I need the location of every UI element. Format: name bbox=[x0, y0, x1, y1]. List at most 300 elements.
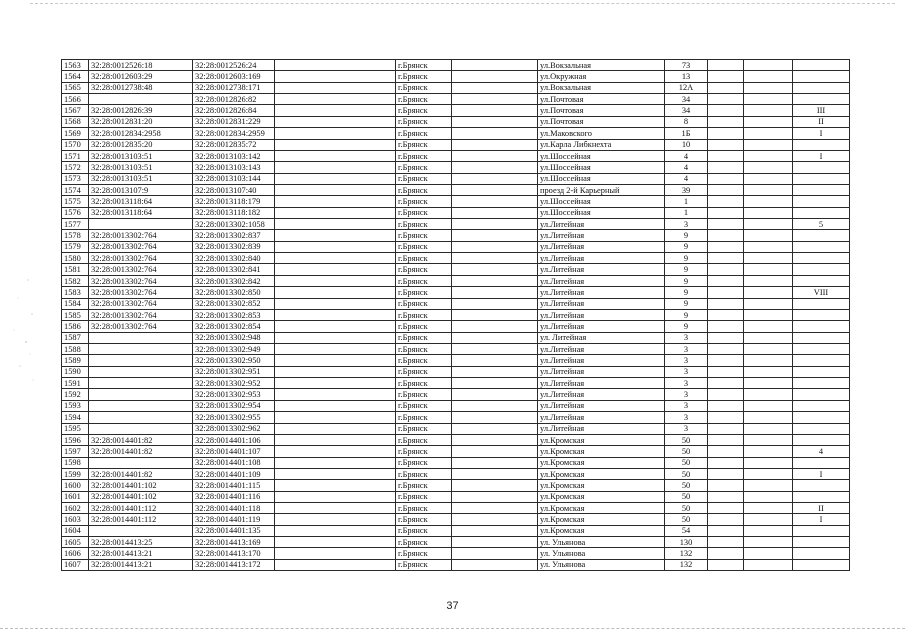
cell-city: г.Брянск bbox=[396, 71, 452, 82]
cell-city: г.Брянск bbox=[396, 162, 452, 173]
cell-row-number: 1578 bbox=[62, 230, 89, 241]
cell-object-cadastral-number: 32:28:0013302:952 bbox=[193, 378, 275, 389]
cell-blank-col-10 bbox=[744, 116, 793, 127]
cell-mark bbox=[793, 184, 850, 195]
cell-blank-col-4 bbox=[275, 480, 396, 491]
cell-blank-col-4 bbox=[275, 400, 396, 411]
cell-mark bbox=[793, 412, 850, 423]
cell-row-number: 1577 bbox=[62, 219, 89, 230]
cell-row-number: 1579 bbox=[62, 241, 89, 252]
cell-row-number: 1598 bbox=[62, 457, 89, 468]
cell-object-cadastral-number: 32:28:0013103:143 bbox=[193, 162, 275, 173]
cell-parcel-cadastral-number: 32:28:0013302:764 bbox=[89, 230, 193, 241]
cell-row-number: 1606 bbox=[62, 548, 89, 559]
cell-blank-col-4 bbox=[275, 446, 396, 457]
cell-object-cadastral-number: 32:28:0012738:171 bbox=[193, 82, 275, 93]
cell-blank-col-4 bbox=[275, 366, 396, 377]
cell-blank-col-6 bbox=[452, 412, 538, 423]
cell-object-cadastral-number: 32:28:0014401:116 bbox=[193, 491, 275, 502]
cell-row-number: 1566 bbox=[62, 94, 89, 105]
cell-row-number: 1588 bbox=[62, 343, 89, 354]
cell-house-number: 9 bbox=[665, 287, 708, 298]
cell-street: ул. Литейная bbox=[538, 332, 665, 343]
cell-street: ул.Литейная bbox=[538, 400, 665, 411]
cell-blank-col-9 bbox=[708, 162, 744, 173]
cell-mark bbox=[793, 309, 850, 320]
cell-city: г.Брянск bbox=[396, 503, 452, 514]
cell-street: ул.Почтовая bbox=[538, 105, 665, 116]
cell-mark: 4 bbox=[793, 446, 850, 457]
cell-city: г.Брянск bbox=[396, 400, 452, 411]
cell-city: г.Брянск bbox=[396, 446, 452, 457]
cell-house-number: 9 bbox=[665, 230, 708, 241]
cell-house-number: 50 bbox=[665, 503, 708, 514]
cell-blank-col-10 bbox=[744, 275, 793, 286]
cell-street: ул.Почтовая bbox=[538, 94, 665, 105]
cell-blank-col-9 bbox=[708, 514, 744, 525]
cell-object-cadastral-number: 32:28:0013302:840 bbox=[193, 253, 275, 264]
cell-blank-col-6 bbox=[452, 94, 538, 105]
cell-blank-col-10 bbox=[744, 82, 793, 93]
cell-row-number: 1572 bbox=[62, 162, 89, 173]
cell-blank-col-4 bbox=[275, 468, 396, 479]
cell-blank-col-6 bbox=[452, 207, 538, 218]
cell-object-cadastral-number: 32:28:0012826:84 bbox=[193, 105, 275, 116]
cell-blank-col-10 bbox=[744, 71, 793, 82]
cell-city: г.Брянск bbox=[396, 150, 452, 161]
cell-house-number: 9 bbox=[665, 309, 708, 320]
cell-blank-col-6 bbox=[452, 150, 538, 161]
cell-object-cadastral-number: 32:28:0014401:118 bbox=[193, 503, 275, 514]
cell-object-cadastral-number: 32:28:0012831:229 bbox=[193, 116, 275, 127]
cell-parcel-cadastral-number: 32:28:0014401:82 bbox=[89, 446, 193, 457]
cell-blank-col-10 bbox=[744, 423, 793, 434]
table-row bbox=[62, 457, 850, 468]
cell-object-cadastral-number: 32:28:0012835:72 bbox=[193, 139, 275, 150]
cell-blank-col-6 bbox=[452, 264, 538, 275]
cell-blank-col-4 bbox=[275, 150, 396, 161]
cell-row-number: 1569 bbox=[62, 128, 89, 139]
cell-city: г.Брянск bbox=[396, 525, 452, 536]
cell-street: ул.Кромская bbox=[538, 514, 665, 525]
cell-object-cadastral-number: 32:28:0013103:144 bbox=[193, 173, 275, 184]
cell-blank-col-10 bbox=[744, 162, 793, 173]
cell-blank-col-6 bbox=[452, 355, 538, 366]
cell-city: г.Брянск bbox=[396, 105, 452, 116]
cell-blank-col-6 bbox=[452, 423, 538, 434]
cell-parcel-cadastral-number: 32:28:0013302:764 bbox=[89, 275, 193, 286]
table-row bbox=[62, 423, 850, 434]
cell-parcel-cadastral-number: 32:28:0014413:21 bbox=[89, 559, 193, 570]
cell-parcel-cadastral-number: 32:28:0014413:25 bbox=[89, 537, 193, 548]
cell-blank-col-4 bbox=[275, 196, 396, 207]
cell-blank-col-9 bbox=[708, 343, 744, 354]
cell-city: г.Брянск bbox=[396, 128, 452, 139]
cell-blank-col-10 bbox=[744, 378, 793, 389]
cell-blank-col-9 bbox=[708, 503, 744, 514]
cell-row-number: 1580 bbox=[62, 253, 89, 264]
cell-parcel-cadastral-number bbox=[89, 412, 193, 423]
cell-mark: I bbox=[793, 150, 850, 161]
cell-object-cadastral-number: 32:28:0013302:839 bbox=[193, 241, 275, 252]
cell-city: г.Брянск bbox=[396, 491, 452, 502]
cell-street: ул. Ульянова bbox=[538, 559, 665, 570]
cell-house-number: 12А bbox=[665, 82, 708, 93]
cell-blank-col-10 bbox=[744, 321, 793, 332]
cell-house-number: 50 bbox=[665, 446, 708, 457]
cell-blank-col-9 bbox=[708, 332, 744, 343]
cell-street: ул.Литейная bbox=[538, 389, 665, 400]
cell-city: г.Брянск bbox=[396, 184, 452, 195]
cell-object-cadastral-number: 32:28:0014413:169 bbox=[193, 537, 275, 548]
cell-blank-col-9 bbox=[708, 241, 744, 252]
cell-blank-col-10 bbox=[744, 525, 793, 536]
cell-house-number: 50 bbox=[665, 457, 708, 468]
cell-parcel-cadastral-number: 32:28:0012826:39 bbox=[89, 105, 193, 116]
cell-parcel-cadastral-number bbox=[89, 94, 193, 105]
cell-blank-col-10 bbox=[744, 264, 793, 275]
table-row bbox=[62, 298, 850, 309]
cell-blank-col-6 bbox=[452, 446, 538, 457]
cell-house-number: 9 bbox=[665, 321, 708, 332]
cell-blank-col-9 bbox=[708, 219, 744, 230]
cell-row-number: 1568 bbox=[62, 116, 89, 127]
cell-blank-col-6 bbox=[452, 105, 538, 116]
cell-street: ул.Маковского bbox=[538, 128, 665, 139]
table-row bbox=[62, 207, 850, 218]
cell-house-number: 39 bbox=[665, 184, 708, 195]
cell-blank-col-4 bbox=[275, 71, 396, 82]
cell-mark bbox=[793, 298, 850, 309]
cell-blank-col-10 bbox=[744, 503, 793, 514]
cell-blank-col-4 bbox=[275, 207, 396, 218]
cell-house-number: 9 bbox=[665, 298, 708, 309]
cell-house-number: 3 bbox=[665, 219, 708, 230]
cell-blank-col-10 bbox=[744, 150, 793, 161]
cell-blank-col-6 bbox=[452, 298, 538, 309]
table-row bbox=[62, 196, 850, 207]
cell-row-number: 1571 bbox=[62, 150, 89, 161]
cell-parcel-cadastral-number bbox=[89, 355, 193, 366]
table-row bbox=[62, 116, 850, 127]
cell-blank-col-10 bbox=[744, 219, 793, 230]
table-row bbox=[62, 173, 850, 184]
cell-city: г.Брянск bbox=[396, 412, 452, 423]
cell-blank-col-10 bbox=[744, 230, 793, 241]
cell-row-number: 1570 bbox=[62, 139, 89, 150]
cell-blank-col-9 bbox=[708, 446, 744, 457]
cell-blank-col-9 bbox=[708, 264, 744, 275]
cell-mark bbox=[793, 389, 850, 400]
cell-street: ул.Литейная bbox=[538, 309, 665, 320]
cell-row-number: 1596 bbox=[62, 434, 89, 445]
table-row bbox=[62, 525, 850, 536]
cell-blank-col-10 bbox=[744, 434, 793, 445]
cell-blank-col-6 bbox=[452, 162, 538, 173]
cell-house-number: 130 bbox=[665, 537, 708, 548]
cell-mark bbox=[793, 241, 850, 252]
cell-street: ул.Кромская bbox=[538, 491, 665, 502]
cell-blank-col-9 bbox=[708, 60, 744, 71]
cell-street: ул.Кромская bbox=[538, 503, 665, 514]
cell-row-number: 1567 bbox=[62, 105, 89, 116]
cell-house-number: 9 bbox=[665, 275, 708, 286]
cell-blank-col-4 bbox=[275, 321, 396, 332]
cell-row-number: 1563 bbox=[62, 60, 89, 71]
cell-blank-col-4 bbox=[275, 264, 396, 275]
cell-blank-col-10 bbox=[744, 173, 793, 184]
cell-row-number: 1601 bbox=[62, 491, 89, 502]
cell-blank-col-4 bbox=[275, 355, 396, 366]
cell-mark bbox=[793, 525, 850, 536]
cell-blank-col-4 bbox=[275, 412, 396, 423]
cell-row-number: 1575 bbox=[62, 196, 89, 207]
cell-blank-col-6 bbox=[452, 389, 538, 400]
cell-city: г.Брянск bbox=[396, 173, 452, 184]
cell-blank-col-6 bbox=[452, 196, 538, 207]
cell-row-number: 1576 bbox=[62, 207, 89, 218]
cell-object-cadastral-number: 32:28:0013302:954 bbox=[193, 400, 275, 411]
cell-blank-col-4 bbox=[275, 105, 396, 116]
cell-mark bbox=[793, 537, 850, 548]
table-row bbox=[62, 128, 850, 139]
cell-mark bbox=[793, 253, 850, 264]
cell-mark bbox=[793, 457, 850, 468]
cell-object-cadastral-number: 32:28:0013302:850 bbox=[193, 287, 275, 298]
cell-house-number: 4 bbox=[665, 173, 708, 184]
cell-blank-col-6 bbox=[452, 139, 538, 150]
cell-house-number: 3 bbox=[665, 389, 708, 400]
cell-house-number: 73 bbox=[665, 60, 708, 71]
cell-object-cadastral-number: 32:28:0013302:950 bbox=[193, 355, 275, 366]
cell-house-number: 50 bbox=[665, 468, 708, 479]
cell-blank-col-4 bbox=[275, 525, 396, 536]
cell-blank-col-10 bbox=[744, 94, 793, 105]
cell-house-number: 50 bbox=[665, 514, 708, 525]
cell-blank-col-9 bbox=[708, 537, 744, 548]
cell-blank-col-10 bbox=[744, 366, 793, 377]
cell-blank-col-6 bbox=[452, 253, 538, 264]
cell-parcel-cadastral-number bbox=[89, 400, 193, 411]
cell-blank-col-6 bbox=[452, 219, 538, 230]
cell-blank-col-10 bbox=[744, 184, 793, 195]
table-row bbox=[62, 503, 850, 514]
cell-parcel-cadastral-number: 32:28:0014401:102 bbox=[89, 491, 193, 502]
cell-house-number: 10 bbox=[665, 139, 708, 150]
cell-parcel-cadastral-number bbox=[89, 423, 193, 434]
cell-house-number: 1 bbox=[665, 196, 708, 207]
cell-parcel-cadastral-number: 32:28:0014401:112 bbox=[89, 503, 193, 514]
cell-object-cadastral-number: 32:28:0013302:953 bbox=[193, 389, 275, 400]
cell-blank-col-9 bbox=[708, 389, 744, 400]
table-row bbox=[62, 219, 850, 230]
cell-mark bbox=[793, 355, 850, 366]
cell-blank-col-10 bbox=[744, 400, 793, 411]
cell-blank-col-4 bbox=[275, 537, 396, 548]
cell-blank-col-4 bbox=[275, 559, 396, 570]
cell-blank-col-9 bbox=[708, 321, 744, 332]
cell-blank-col-9 bbox=[708, 491, 744, 502]
cell-blank-col-10 bbox=[744, 332, 793, 343]
cell-blank-col-4 bbox=[275, 332, 396, 343]
cell-street: ул.Шоссейная bbox=[538, 150, 665, 161]
table-row bbox=[62, 378, 850, 389]
table-row bbox=[62, 343, 850, 354]
table-row bbox=[62, 400, 850, 411]
cell-blank-col-6 bbox=[452, 230, 538, 241]
cell-row-number: 1599 bbox=[62, 468, 89, 479]
cell-blank-col-4 bbox=[275, 457, 396, 468]
cell-blank-col-9 bbox=[708, 525, 744, 536]
cell-house-number: 3 bbox=[665, 355, 708, 366]
cell-blank-col-4 bbox=[275, 60, 396, 71]
table-row bbox=[62, 321, 850, 332]
cell-blank-col-9 bbox=[708, 412, 744, 423]
cell-object-cadastral-number: 32:28:0013302:841 bbox=[193, 264, 275, 275]
cell-street: ул.Кромская bbox=[538, 525, 665, 536]
cell-blank-col-9 bbox=[708, 128, 744, 139]
cell-street: ул. Ульянова bbox=[538, 537, 665, 548]
cell-blank-col-9 bbox=[708, 457, 744, 468]
cell-blank-col-4 bbox=[275, 434, 396, 445]
cell-blank-col-9 bbox=[708, 480, 744, 491]
cell-parcel-cadastral-number: 32:28:0012603:29 bbox=[89, 71, 193, 82]
cell-blank-col-6 bbox=[452, 343, 538, 354]
table-row bbox=[62, 139, 850, 150]
cell-city: г.Брянск bbox=[396, 480, 452, 491]
cell-blank-col-9 bbox=[708, 116, 744, 127]
cell-city: г.Брянск bbox=[396, 275, 452, 286]
cell-city: г.Брянск bbox=[396, 60, 452, 71]
cell-blank-col-10 bbox=[744, 548, 793, 559]
cell-row-number: 1605 bbox=[62, 537, 89, 548]
cell-city: г.Брянск bbox=[396, 537, 452, 548]
cell-mark: 5 bbox=[793, 219, 850, 230]
cell-mark: II bbox=[793, 503, 850, 514]
cell-parcel-cadastral-number: 32:28:0013302:764 bbox=[89, 321, 193, 332]
cell-mark bbox=[793, 548, 850, 559]
cell-street: ул.Почтовая bbox=[538, 116, 665, 127]
cell-blank-col-10 bbox=[744, 355, 793, 366]
table-row bbox=[62, 537, 850, 548]
cell-blank-col-10 bbox=[744, 128, 793, 139]
table-row bbox=[62, 468, 850, 479]
cell-object-cadastral-number: 32:28:0014413:170 bbox=[193, 548, 275, 559]
table-row bbox=[62, 94, 850, 105]
cell-object-cadastral-number: 32:28:0013302:842 bbox=[193, 275, 275, 286]
cell-city: г.Брянск bbox=[396, 287, 452, 298]
table-row bbox=[62, 434, 850, 445]
table-row bbox=[62, 60, 850, 71]
cell-blank-col-6 bbox=[452, 241, 538, 252]
cell-parcel-cadastral-number bbox=[89, 378, 193, 389]
cell-blank-col-4 bbox=[275, 173, 396, 184]
cell-blank-col-10 bbox=[744, 412, 793, 423]
cell-city: г.Брянск bbox=[396, 343, 452, 354]
cell-city: г.Брянск bbox=[396, 321, 452, 332]
cell-blank-col-4 bbox=[275, 503, 396, 514]
cell-house-number: 3 bbox=[665, 412, 708, 423]
cell-blank-col-4 bbox=[275, 241, 396, 252]
cell-city: г.Брянск bbox=[396, 378, 452, 389]
table-row bbox=[62, 184, 850, 195]
cell-city: г.Брянск bbox=[396, 298, 452, 309]
cell-blank-col-4 bbox=[275, 309, 396, 320]
cell-blank-col-4 bbox=[275, 219, 396, 230]
cell-street: ул.Шоссейная bbox=[538, 207, 665, 218]
table-row bbox=[62, 514, 850, 525]
cell-mark bbox=[793, 491, 850, 502]
cell-parcel-cadastral-number: 32:28:0014413:21 bbox=[89, 548, 193, 559]
cell-parcel-cadastral-number bbox=[89, 389, 193, 400]
cell-blank-col-9 bbox=[708, 71, 744, 82]
cell-parcel-cadastral-number: 32:28:0014401:112 bbox=[89, 514, 193, 525]
cell-street: ул.Литейная bbox=[538, 230, 665, 241]
cell-mark: I bbox=[793, 128, 850, 139]
cell-blank-col-9 bbox=[708, 287, 744, 298]
cell-blank-col-6 bbox=[452, 173, 538, 184]
cell-mark: VIII bbox=[793, 287, 850, 298]
cell-blank-col-10 bbox=[744, 298, 793, 309]
cell-street: ул.Литейная bbox=[538, 219, 665, 230]
scan-bottom-edge bbox=[0, 628, 905, 629]
cell-city: г.Брянск bbox=[396, 355, 452, 366]
cell-city: г.Брянск bbox=[396, 389, 452, 400]
cell-blank-col-9 bbox=[708, 105, 744, 116]
cell-house-number: 1Б bbox=[665, 128, 708, 139]
cell-object-cadastral-number: 32:28:0014401:106 bbox=[193, 434, 275, 445]
cell-blank-col-6 bbox=[452, 525, 538, 536]
table-row bbox=[62, 548, 850, 559]
cell-parcel-cadastral-number: 32:28:0013302:764 bbox=[89, 309, 193, 320]
cell-house-number: 3 bbox=[665, 343, 708, 354]
cell-blank-col-4 bbox=[275, 184, 396, 195]
cell-house-number: 132 bbox=[665, 548, 708, 559]
cell-street: ул.Литейная bbox=[538, 423, 665, 434]
cell-blank-col-6 bbox=[452, 434, 538, 445]
cell-object-cadastral-number: 32:28:0014401:119 bbox=[193, 514, 275, 525]
cell-street: ул.Кромская bbox=[538, 457, 665, 468]
cell-blank-col-6 bbox=[452, 378, 538, 389]
cell-mark bbox=[793, 275, 850, 286]
cell-street: ул.Кромская bbox=[538, 434, 665, 445]
cell-street: ул.Шоссейная bbox=[538, 162, 665, 173]
cell-blank-col-9 bbox=[708, 468, 744, 479]
cell-blank-col-9 bbox=[708, 173, 744, 184]
table-row bbox=[62, 275, 850, 286]
cell-blank-col-4 bbox=[275, 275, 396, 286]
cell-mark bbox=[793, 60, 850, 71]
cell-object-cadastral-number: 32:28:0014401:135 bbox=[193, 525, 275, 536]
table-row bbox=[62, 446, 850, 457]
cell-row-number: 1594 bbox=[62, 412, 89, 423]
cell-blank-col-6 bbox=[452, 321, 538, 332]
cell-mark bbox=[793, 400, 850, 411]
cell-mark bbox=[793, 162, 850, 173]
cell-blank-col-10 bbox=[744, 491, 793, 502]
table-row bbox=[62, 150, 850, 161]
cell-street: ул.Литейная bbox=[538, 298, 665, 309]
cell-parcel-cadastral-number: 32:28:0014401:82 bbox=[89, 468, 193, 479]
cell-city: г.Брянск bbox=[396, 94, 452, 105]
cell-street: ул. Ульянова bbox=[538, 548, 665, 559]
cell-blank-col-4 bbox=[275, 139, 396, 150]
cell-blank-col-9 bbox=[708, 82, 744, 93]
cell-object-cadastral-number: 32:28:0013107:40 bbox=[193, 184, 275, 195]
cell-house-number: 1 bbox=[665, 207, 708, 218]
table-row bbox=[62, 82, 850, 93]
cell-house-number: 9 bbox=[665, 241, 708, 252]
